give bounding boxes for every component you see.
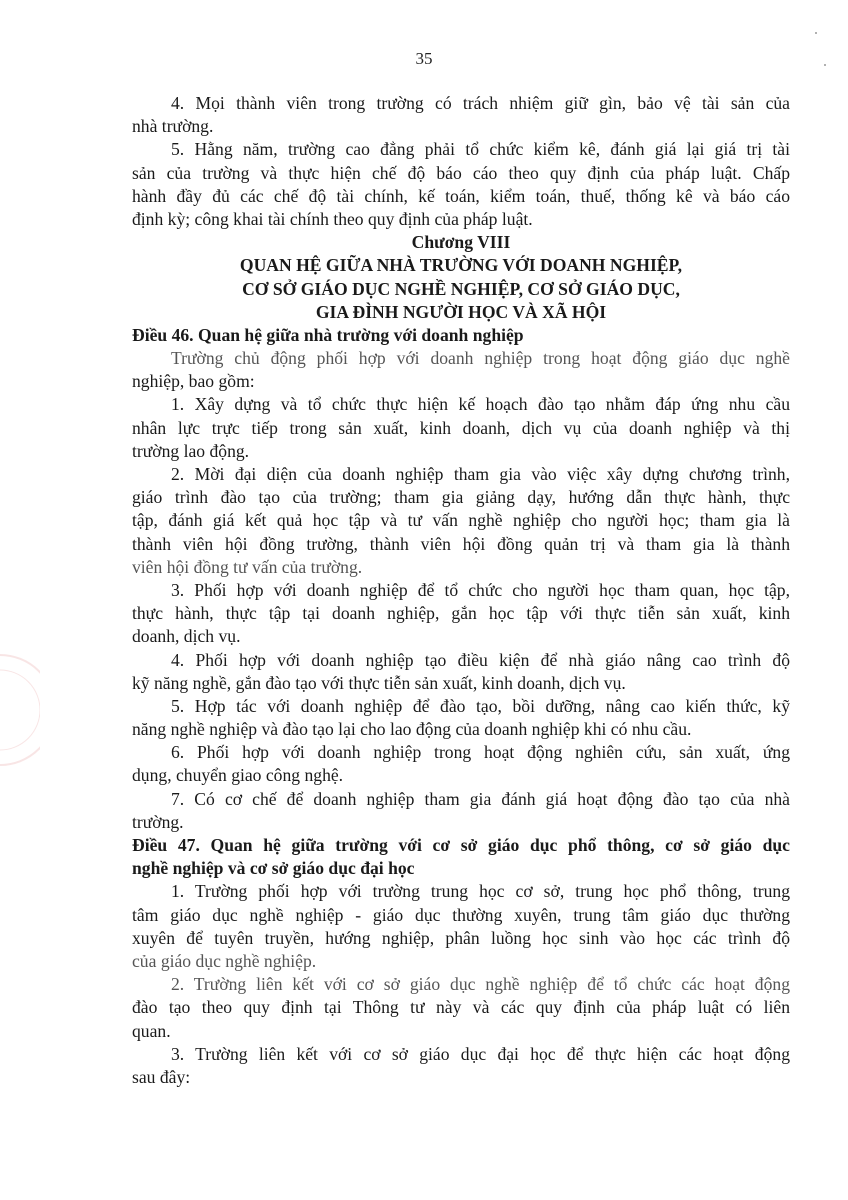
chapter-heading (132, 231, 790, 324)
text-line: hành đầy đủ các chế độ tài chính, kế toán, kiểm toán, thuế, thống kê và báo cáo (132, 185, 790, 206)
text-line: 5. Hợp tác với doanh nghiệp để đào tạo, bồi dưỡng, nâng cao kiến thức, kỹ (171, 695, 790, 716)
article-46-item-5 (132, 695, 790, 741)
text-line: 5. Hằng năm, trường cao đẳng phải tổ chức kiểm kê, đánh giá lại giá trị tài (171, 139, 790, 160)
text-line: nghiệp, bao gồm: (132, 371, 255, 392)
text-line: nhà trường. (132, 116, 214, 137)
text-line: 1. Xây dựng và tổ chức thực hiện kế hoạch đào tạo nhằm đáp ứng nhu cầu (171, 394, 790, 415)
article-46-item-6 (132, 741, 790, 787)
text-line: giáo trình đào tạo của trường; tham gia giảng dạy, hướng dẫn thực hành, thực (132, 487, 790, 508)
text-line: doanh, dịch vụ. (132, 626, 241, 647)
text-line: thực hành, thực tập tại doanh nghiệp, gắn học tập với thực tiễn sản xuất, kinh (132, 603, 790, 624)
text-line: sản của trường và thực hiện chế độ báo cáo theo quy định của pháp luật. Chấp (132, 162, 790, 183)
text-line: nhân lực trực tiếp trong sản xuất, kinh doanh, dịch vụ của doanh nghiệp và thị (132, 417, 790, 438)
text-line: 2. Trường liên kết với cơ sở giáo dục nghề nghiệp để tổ chức các hoạt động (171, 974, 790, 995)
stamp-ghost-icon (0, 650, 40, 770)
text-line: xuyên để tuyên truyền, hướng nghiệp, phân luồng học sinh vào học các trình độ (132, 927, 790, 948)
text-line: Trường chủ động phối hợp với doanh nghiệp trong hoạt động giáo dục nghề (171, 348, 790, 369)
text-line: dụng, chuyển giao công nghệ. (132, 765, 344, 786)
text-line: quan. (132, 1020, 171, 1041)
document-body (132, 92, 790, 1089)
chapter-label: Chương VIII (411, 232, 511, 253)
text-line: của giáo dục nghề nghiệp. (132, 950, 317, 971)
text-line: năng nghề nghiệp và đào tạo lại cho lao động của doanh nghiệp khi có nhu cầu. (132, 719, 692, 740)
text-line: tập, đánh giá kết quả học tập và tư vấn nghề nghiệp cho người học; tham gia là (132, 510, 790, 531)
scan-speck (824, 64, 826, 66)
article-47-item-3 (132, 1043, 790, 1089)
article-46 (132, 324, 790, 834)
text-line: 4. Mọi thành viên trong trường có trách nhiệm giữ gìn, bảo vệ tài sản của (171, 93, 790, 113)
article-47-item-2 (132, 973, 790, 1043)
text-line: sau đây: (132, 1066, 191, 1087)
article-47-item-1 (132, 880, 790, 973)
scan-speck (815, 32, 817, 34)
article-heading: nghề nghiệp và cơ sở giáo dục đại học (132, 858, 415, 879)
text-line: viên hội đồng tư vấn của trường. (132, 556, 363, 577)
text-line: 3. Trường liên kết với cơ sở giáo dục đại học để thực hiện các hoạt động (171, 1043, 790, 1064)
article-heading: Điều 47. Quan hệ giữa trường với cơ sở giáo dục phổ thông, cơ sở giáo dục (132, 835, 790, 855)
text-line: kỹ năng nghề, gắn đào tạo với thực tiễn sản xuất, kinh doanh, dịch vụ. (132, 672, 626, 693)
text-line: 2. Mời đại diện của doanh nghiệp tham gia vào việc xây dựng chương trình, (171, 464, 790, 484)
text-line: trường. (132, 811, 184, 832)
article-heading: Điều 46. Quan hệ giữa nhà trường với doanh nghiệp (132, 324, 524, 345)
chapter-title-line: GIA ĐÌNH NGƯỜI HỌC VÀ XÃ HỘI (315, 301, 607, 322)
text-line: đào tạo theo quy định tại Thông tư này và các quy định của pháp luật có liên (132, 997, 790, 1018)
text-line: 3. Phối hợp với doanh nghiệp để tổ chức cho người học tham quan, học tập, (171, 579, 790, 600)
chapter-title-line: QUAN HỆ GIỮA NHÀ TRƯỜNG VỚI DOANH NGHIỆP, (239, 255, 683, 276)
stamp-bleed-through (0, 650, 40, 770)
text-line: 4. Phối hợp với doanh nghiệp tạo điều kiện để nhà giáo nâng cao trình độ (171, 649, 790, 670)
paragraph-annual-inventory (132, 138, 790, 231)
chapter-title-line: CƠ SỞ GIÁO DỤC NGHỀ NGHIỆP, CƠ SỞ GIÁO DỤC, (242, 278, 680, 299)
article-46-item-7 (132, 788, 790, 834)
article-46-item-1 (132, 393, 790, 463)
article-46-item-3 (132, 579, 790, 649)
page-number: 35 (415, 49, 433, 68)
text-line: 6. Phối hợp với doanh nghiệp trong hoạt động nghiên cứu, sản xuất, ứng (171, 742, 790, 763)
paragraph-assets-responsibility (132, 92, 790, 138)
article-46-item-2 (132, 463, 790, 579)
article-47 (132, 834, 790, 1089)
text-line: thành viên hội đồng trường, thành viên hội đồng quản trị và tham gia là thành (132, 533, 790, 554)
article-46-item-4 (132, 649, 790, 695)
text-line: tâm giáo dục nghề nghiệp - giáo dục thường xuyên, trung tâm giáo dục thường (132, 904, 790, 925)
text-line: 1. Trường phối hợp với trường trung học cơ sở, trung học phổ thông, trung (171, 881, 790, 902)
text-line: định kỳ; công khai tài chính theo quy định của pháp luật. (132, 208, 533, 229)
text-line: trường lao động. (132, 440, 250, 461)
text-line: 7. Có cơ chế để doanh nghiệp tham gia đánh giá hoạt động đào tạo của nhà (171, 788, 790, 809)
